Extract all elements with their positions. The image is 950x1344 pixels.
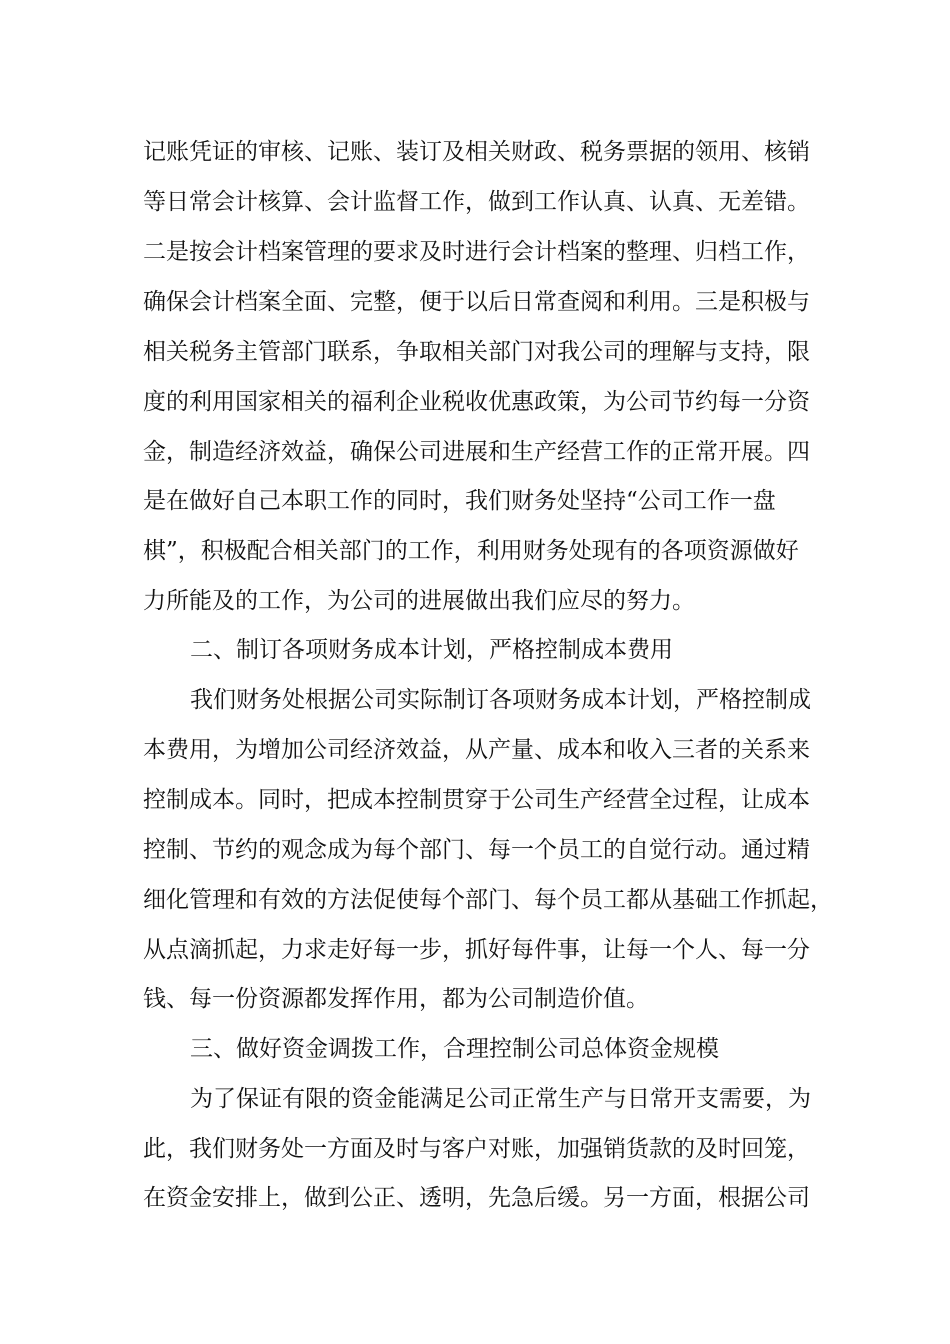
body-text-line: 本费用，为增加公司经济效益，从产量、成本和收入三者的关系来 — [143, 737, 810, 763]
body-text-line: 从点滴抓起，力求走好每一步，抓好每件事，让每一个人、每一分 — [143, 937, 810, 963]
body-text-line: 金，制造经济效益，确保公司进展和生产经营工作的正常开展。四 — [143, 439, 810, 465]
body-text-line: 钱、每一份资源都发挥作用，都为公司制造价值。 — [143, 986, 649, 1012]
body-text-line: 相关税务主管部门联系，争取相关部门对我公司的理解与支持，限 — [143, 339, 810, 365]
body-text-line: 二是按会计档案管理的要求及时进行会计档案的整理、归档工作， — [143, 239, 810, 265]
paragraph-first-line: 我们财务处根据公司实际制订各项财务成本计划，严格控制成 — [190, 687, 811, 713]
body-text-line: 等日常会计核算、会计监督工作，做到工作认真、认真、无差错。 — [143, 189, 810, 215]
section-heading: 二、制订各项财务成本计划，严格控制成本费用 — [190, 637, 673, 663]
body-text-line: 确保会计档案全面、完整，便于以后日常查阅和利用。三是积极与 — [143, 289, 810, 315]
body-text-line: 此，我们财务处一方面及时与客户对账，加强销货款的及时回笼， — [143, 1136, 810, 1162]
paragraph-first-line: 为了保证有限的资金能满足公司正常生产与日常开支需要，为 — [190, 1086, 811, 1112]
body-text-line: 棋”，积极配合相关部门的工作，利用财务处现有的各项资源做好 — [143, 538, 799, 564]
body-text-line: 是在做好自己本职工作的同时，我们财务处坚持“公司工作一盘 — [143, 488, 776, 514]
body-text-line: 度的利用国家相关的福利企业税收优惠政策，为公司节约每一分资 — [143, 389, 810, 415]
body-text-line: 力所能及的工作，为公司的进展做出我们应尽的努力。 — [143, 588, 695, 614]
body-text-line: 控制、节约的观念成为每个部门、每一个员工的自觉行动。通过精 — [143, 837, 810, 863]
body-text-line: 在资金安排上，做到公正、透明，先急后缓。另一方面，根据公司 — [143, 1185, 810, 1211]
body-text-line: 记账凭证的审核、记账、装订及相关财政、税务票据的领用、核销 — [143, 139, 810, 165]
section-heading: 三、做好资金调拨工作，合理控制公司总体资金规模 — [190, 1036, 719, 1062]
body-text-line: 控制成本。同时，把成本控制贯穿于公司生产经营全过程，让成本 — [143, 787, 810, 813]
body-text-line: 细化管理和有效的方法促使每个部门、每个员工都从基础工作抓起， — [143, 887, 833, 913]
